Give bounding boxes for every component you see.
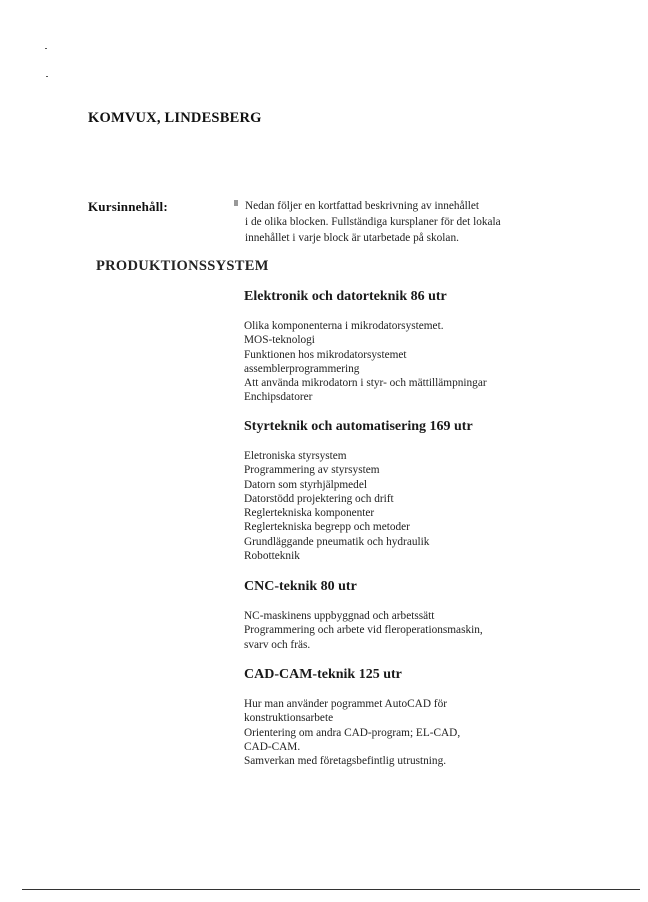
content-line: konstruktionsarbete — [244, 712, 334, 725]
block-content — [244, 697, 564, 768]
content-line: Olika komponenterna i mikrodatorsystemet. — [244, 320, 444, 332]
content-line: Att använda mikrodatorn i styr- och mättillämpningar — [244, 377, 487, 390]
course-block — [244, 289, 564, 405]
content-line: NC-maskinens uppbyggnad och arbetssätt — [244, 610, 435, 622]
intro-paragraph — [245, 198, 545, 246]
content-line: Enchipsdatorer — [244, 391, 313, 404]
course-block — [244, 579, 564, 652]
block-content — [244, 319, 564, 405]
scan-speck — [46, 76, 48, 77]
content-line: assemblerprogrammering — [244, 362, 360, 375]
bullet-mark — [234, 200, 238, 206]
block-title: Styrteknik och automatisering 169 utr — [244, 419, 473, 434]
course-block — [244, 419, 564, 563]
intro-line: innehållet i varje block är utarbetade på skolan. — [245, 232, 459, 244]
org-title: KOMVUX, LINDESBERG — [88, 110, 262, 126]
block-title: CNC-teknik 80 utr — [244, 579, 357, 594]
content-line: Programmering av styrsystem — [244, 464, 380, 477]
content-line: Programmering och arbete vid fleroperationsmaskin, — [244, 624, 483, 637]
content-line: CAD-CAM. — [244, 740, 301, 753]
content-line: Grundläggande pneumatik och hydraulik — [244, 535, 430, 548]
course-content-label: Kursinnehåll: — [88, 199, 168, 214]
section-title: PRODUKTIONSSYSTEM — [96, 258, 269, 274]
content-line: Hur man använder pogrammet AutoCAD för — [244, 698, 447, 710]
footer-rule — [22, 889, 640, 890]
block-content — [244, 449, 564, 563]
intro-line: i de olika blocken. Fullständiga kursplaner för det lokala — [245, 216, 501, 228]
content-line: Eletroniska styrsystem — [244, 450, 347, 462]
content-line: Robotteknik — [244, 550, 300, 563]
course-block — [244, 667, 564, 768]
content-line: Reglertekniska komponenter — [244, 507, 375, 520]
block-content — [244, 609, 564, 652]
content-line: Datorstödd projektering och drift — [244, 492, 394, 505]
content-line: Orientering om andra CAD-program; EL-CAD, — [244, 726, 461, 739]
content-line: Samverkan med företagsbefintlig utrustning. — [244, 755, 447, 768]
scan-speck — [45, 48, 47, 49]
content-line: svarv och fräs. — [244, 638, 311, 651]
intro-line: Nedan följer en kortfattad beskrivning av innehållet — [245, 200, 480, 212]
block-title: Elektronik och datorteknik 86 utr — [244, 289, 447, 304]
content-line: Datorn som styrhjälpmedel — [244, 478, 367, 491]
block-title: CAD-CAM-teknik 125 utr — [244, 667, 402, 682]
content-line: Reglertekniska begrepp och metoder — [244, 521, 410, 534]
content-line: Funktionen hos mikrodatorsystemet — [244, 348, 407, 361]
content-line: MOS-teknologi — [244, 334, 315, 347]
